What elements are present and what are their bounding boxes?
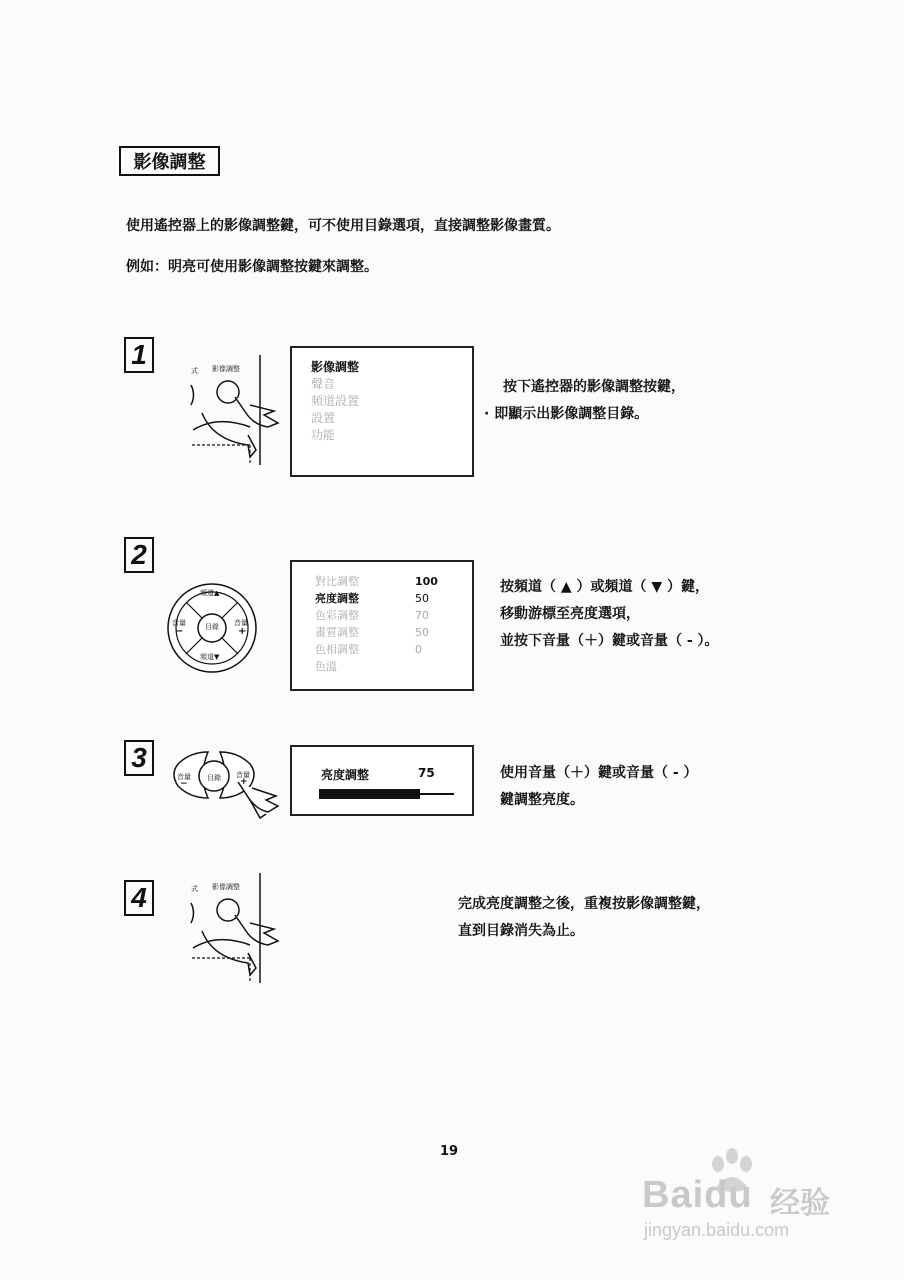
step-1-desc-line: · 即顯示出影像調整目錄。 bbox=[484, 406, 649, 422]
volume-up-button[interactable]: 音量 bbox=[236, 771, 250, 779]
setting-row-brightness[interactable] bbox=[315, 590, 472, 607]
step-2-description bbox=[500, 574, 719, 655]
brightness-bar-screen bbox=[290, 745, 474, 816]
watermark-suffix: 经验 bbox=[770, 1187, 830, 1220]
setting-label: 畫質調整 bbox=[315, 626, 359, 639]
step-3-number: 3 bbox=[124, 740, 154, 776]
setting-label: 對比調整 bbox=[315, 575, 359, 588]
volume-down-label[interactable]: 音量 bbox=[172, 619, 186, 627]
watermark bbox=[642, 1148, 852, 1248]
setting-value: 50 bbox=[415, 592, 429, 605]
step-2-desc-line: 並按下音量（＋）鍵或音量（ - ）。 bbox=[500, 633, 719, 649]
setting-label: 色溫 bbox=[315, 660, 337, 673]
setting-label: 色相調整 bbox=[315, 643, 359, 656]
menu-center-button[interactable]: 目錄 bbox=[207, 774, 221, 782]
step-3-desc-line: 使用音量（＋）鍵或音量（ - ） bbox=[500, 765, 698, 781]
setting-row-contrast[interactable] bbox=[315, 573, 472, 590]
setting-row-color[interactable] bbox=[315, 607, 472, 624]
dpad-up-button[interactable]: 頻道▲ bbox=[200, 589, 220, 597]
step-4-description bbox=[458, 891, 710, 945]
step-2-desc-line: 移動游標至亮度選項， bbox=[500, 606, 640, 622]
intro-line-2: 例如：明亮可使用影像調整按鍵來調整。 bbox=[126, 259, 378, 275]
step-3-desc-line: 鍵調整亮度。 bbox=[500, 792, 584, 808]
menu-item-picture[interactable]: 影像調整 bbox=[311, 360, 360, 374]
dpad-down-button[interactable]: 頻道▼ bbox=[200, 653, 220, 661]
menu-item-setup[interactable]: 設置 bbox=[311, 411, 336, 425]
step-1-number: 1 bbox=[124, 337, 154, 373]
setting-value: 100 bbox=[415, 575, 438, 588]
volume-down-button[interactable]: 音量 bbox=[177, 773, 191, 781]
page-number: 19 bbox=[440, 1144, 459, 1159]
plus-icon: + bbox=[240, 777, 248, 787]
volume-up-label[interactable]: 音量 bbox=[234, 619, 248, 627]
menu-item-function[interactable]: 功能 bbox=[311, 428, 336, 442]
setting-row-color-temp[interactable] bbox=[315, 658, 472, 675]
menu-center-button[interactable]: 目錄 bbox=[205, 623, 219, 631]
step-2-desc-line: 按頻道（ ▲ ）或頻道（ ▼ ）鍵， bbox=[500, 579, 710, 595]
setting-value: 70 bbox=[415, 609, 429, 622]
section-title: 影像調整 bbox=[119, 146, 220, 176]
setting-value bbox=[415, 658, 455, 675]
main-menu-screen bbox=[290, 346, 474, 477]
menu-item-sound[interactable]: 聲音 bbox=[311, 377, 336, 391]
remote-label-picture: 影像調整 bbox=[212, 883, 240, 891]
plus-icon: + bbox=[238, 626, 247, 637]
setting-label: 亮度調整 bbox=[315, 592, 359, 605]
setting-value: 0 bbox=[415, 643, 422, 656]
slider-fill bbox=[319, 789, 420, 799]
step-1-description bbox=[484, 374, 685, 428]
bar-value: 75 bbox=[418, 766, 435, 780]
watermark-brand: Baidu bbox=[642, 1174, 753, 1216]
setting-label: 色彩調整 bbox=[315, 609, 359, 622]
step-3-description bbox=[500, 760, 698, 814]
step-2-number: 2 bbox=[124, 537, 154, 573]
step-4-number: 4 bbox=[124, 880, 154, 916]
step-1-desc-line: 按下遙控器的影像調整按鍵， bbox=[503, 379, 685, 395]
setting-row-tint[interactable] bbox=[315, 641, 472, 658]
step-4-desc-line: 直到目錄消失為止。 bbox=[458, 923, 584, 939]
remote-label-mode: 式 bbox=[191, 885, 198, 893]
step-4-desc-line: 完成亮度調整之後，重複按影像調整鍵， bbox=[458, 896, 710, 912]
bar-label: 亮度調整 bbox=[321, 768, 370, 782]
menu-item-channel[interactable]: 頻道設置 bbox=[311, 394, 360, 408]
watermark-url: jingyan.baidu.com bbox=[644, 1220, 790, 1240]
intro-line-1: 使用遙控器上的影像調整鍵，可不使用目錄選項，直接調整影像畫質。 bbox=[126, 218, 560, 234]
minus-icon: − bbox=[180, 779, 188, 789]
remote-label-picture: 影像調整 bbox=[212, 365, 240, 373]
remote-label-mode: 式 bbox=[191, 367, 198, 375]
picture-settings-screen bbox=[290, 560, 474, 691]
minus-icon: − bbox=[175, 626, 184, 637]
setting-row-sharpness[interactable] bbox=[315, 624, 472, 641]
setting-value: 50 bbox=[415, 626, 429, 639]
